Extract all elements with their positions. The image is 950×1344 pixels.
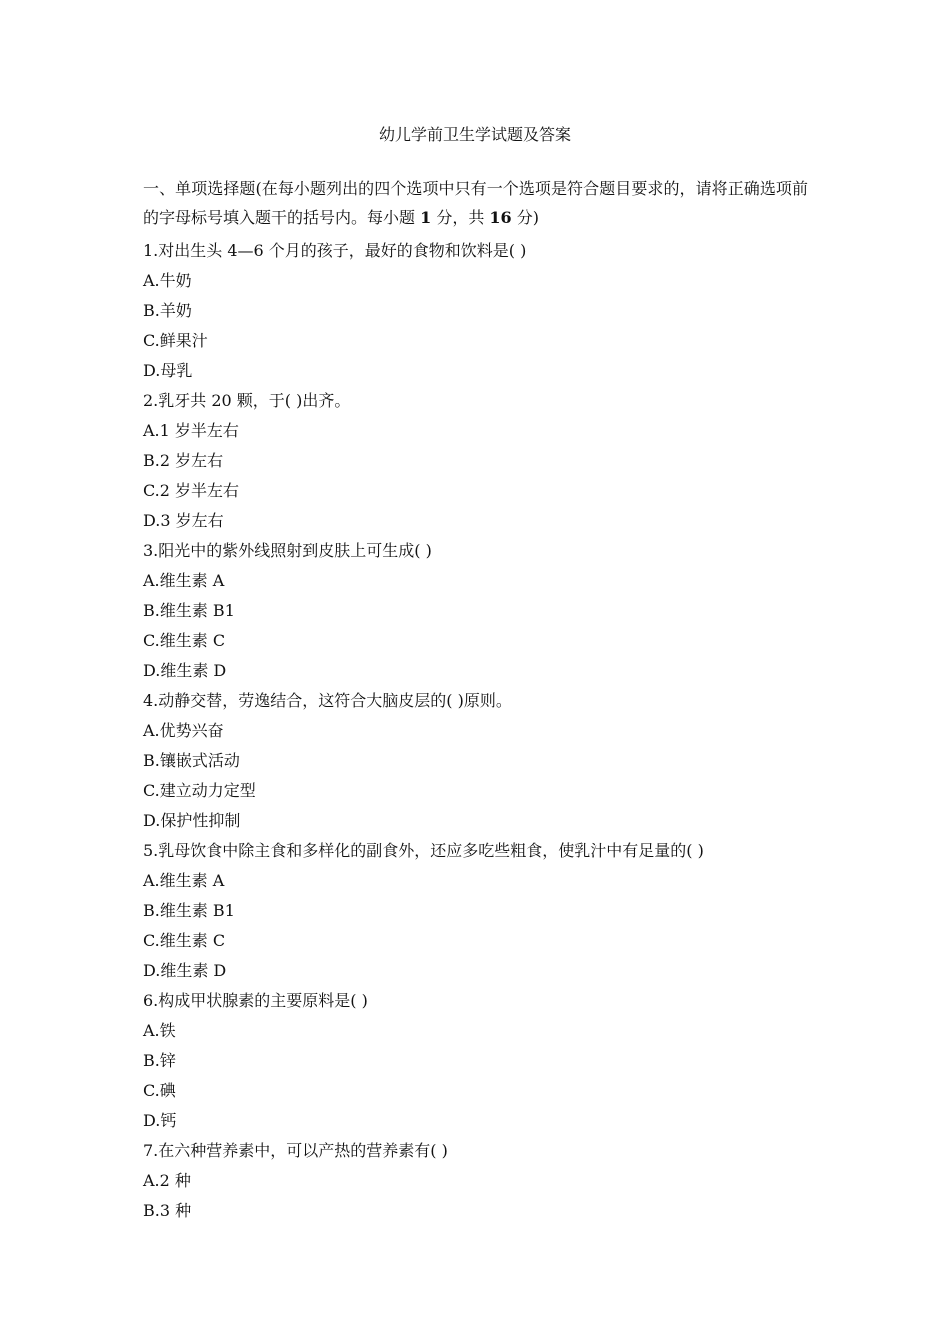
option-d: D.3 岁左右 [143,511,224,530]
question-5 [143,836,808,986]
question-stem: 7.在六种营养素中，可以产热的营养素有( ) [143,1141,448,1160]
score-total: 16 [489,208,512,227]
document-title: 幼儿学前卫生学试题及答案 [378,125,571,144]
document-body [143,174,808,1226]
option-d: D.保护性抑制 [143,811,241,830]
question-1 [143,236,808,386]
option-d: D.母乳 [143,361,193,380]
question-stem: 1.对出生头 4—6 个月的孩子，最好的食物和饮料是( ) [143,241,527,260]
score-each: 1 [420,208,432,227]
option-a: A.维生素 A [143,571,225,590]
question-stem: 2.乳牙共 20 颗，于( )出齐。 [143,391,351,410]
section-intro-text-3: 分) [511,208,540,227]
question-stem: 3.阳光中的紫外线照射到皮肤上可生成( ) [143,541,432,560]
option-c: C.维生素 C [143,631,226,650]
option-c: C.碘 [143,1081,176,1100]
section-intro-text-1: 一、单项选择题(在每小题列出的四个选项中只有一个选项是符合题目要求的，请将正确选项前的字母标号填入题干的括号内。每小题 [143,179,808,227]
option-a: A.优势兴奋 [143,721,224,740]
option-c: C.鲜果汁 [143,331,208,350]
question-6 [143,986,808,1136]
option-c: C.维生素 C [143,931,226,950]
option-b: B.锌 [143,1051,176,1070]
option-b: B.3 种 [143,1201,192,1220]
option-a: A.铁 [143,1021,176,1040]
option-b: B.维生素 B1 [143,901,235,920]
option-d: D.钙 [143,1111,177,1130]
option-b: B.镶嵌式活动 [143,751,240,770]
question-3 [143,536,808,686]
question-stem: 4.动静交替，劳逸结合，这符合大脑皮层的( )原则。 [143,691,512,710]
option-c: C.建立动力定型 [143,781,256,800]
question-stem: 6.构成甲状腺素的主要原料是( ) [143,991,368,1010]
section-intro [143,174,808,232]
option-d: D.维生素 D [143,661,227,680]
option-a: A.牛奶 [143,271,192,290]
option-c: C.2 岁半左右 [143,481,240,500]
question-4 [143,686,808,836]
question-7 [143,1136,808,1226]
option-a: A.维生素 A [143,871,225,890]
section-intro-text-2: 分，共 [431,208,490,227]
question-stem: 5.乳母饮食中除主食和多样化的副食外，还应多吃些粗食，使乳汁中有足量的( ) [143,841,704,860]
option-b: B.2 岁左右 [143,451,224,470]
option-a: A.2 种 [143,1171,191,1190]
option-b: B.羊奶 [143,301,192,320]
option-b: B.维生素 B1 [143,601,235,620]
option-d: D.维生素 D [143,961,227,980]
question-2 [143,386,808,536]
option-a: A.1 岁半左右 [143,421,239,440]
